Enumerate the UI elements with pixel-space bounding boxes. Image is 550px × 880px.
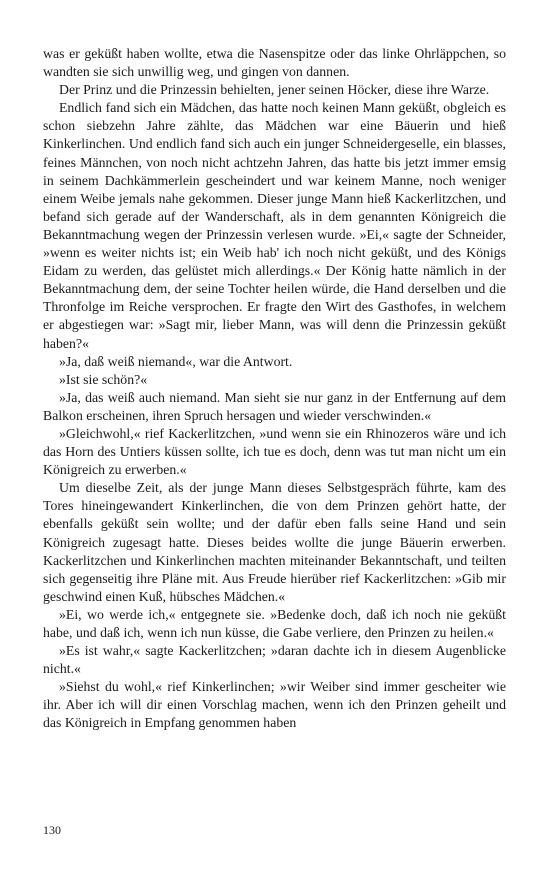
paragraph-6: »Ja, das weiß auch niemand. Man sieht sie nur ganz in der Entfernung auf dem Balkon erscheinen, ihren Spruch hersagen und wieder verschwinden.« [43, 389, 506, 423]
paragraph-2: Der Prinz und die Prinzessin behielten, jener seinen Höcker, diese ihre Warze. [59, 82, 490, 98]
book-page-body [43, 45, 506, 733]
paragraph-8: Um dieselbe Zeit, als der junge Mann dieses Selbstgespräch führte, kam des Tores hineingewandert Kinkerlinchen, die von dem Prinzen gehört hatte, der ebenfalls geküßt sein wollte; und der dafür eben falls seine Hand und sein Königreich zugesagt hatte. Dieses beides wollte die junge Bäuerin erwerben. Kackerlitzchen und Kinkerlinchen machten miteinander Bekanntschaft, und teilten sich gegenseitig ihre Pläne mit. Aus Freude hierüber rief Kackerlitzchen: »Gib mir geschwind einen Kuß, hübsches Mädchen.« [43, 480, 506, 604]
page-number: 130 [43, 823, 61, 837]
paragraph-10: »Es ist wahr,« sagte Kackerlitzchen; »daran dachte ich in diesem Augenblicke nicht.« [43, 643, 506, 677]
paragraph-3: Endlich fand sich ein Mädchen, das hatte noch keinen Mann geküßt, obgleich es schon siebzehn Jahre zählte, das Mädchen war eine Bäuerin und hieß Kinkerlinchen. Und endlich fand sich auch ein junger Schneidergeselle, ein blasses, feines Männchen, von noch nicht achtzehn Jahren, das hatte bis jetzt immer emsig in seinem Dachkämmerlein gescheindert und war keinem Manne, noch weniger einem Weibe jemals nahe gekommen. Dieser junge Mann hieß Kackerlitzchen, und befand sich gerade auf der Wanderschaft, als in dem genannten Königreich die Bekanntmachung wegen der Prinzessin verlesen wurde. »Ei,« sagte der Schneider, »wenn es weiter nichts ist; ein Weib hab' ich noch nicht geküßt, und des Königs Eidam zu werden, das gelüstet mich allerdings.« Der König hatte nämlich in der Bekanntmachung dem, der seine Tochter heilen würde, die Hand derselben und die Thronfolge im Reiche versprochen. Er fragte den Wirt des Gasthofes, in welchem er abgestiegen war: »Sagt mir, lieber Mann, was will denn die Prinzessin geküßt haben?« [43, 100, 506, 351]
paragraph-9: »Ei, wo werde ich,« entgegnete sie. »Bedenke doch, daß ich noch nie geküßt habe, und daß ich, wenn ich nun küsse, die Gabe verliere, den Prinzen zu heilen.« [43, 606, 506, 640]
paragraph-11: »Siehst du wohl,« rief Kinkerlinchen; »wir Weiber sind immer gescheiter wie ihr. Aber ich will dir einen Vorschlag machen, wenn ich den Prinzen geheilt und das Königreich in Empfang genommen haben [43, 679, 506, 731]
paragraph-7: »Gleichwohl,« rief Kackerlitzchen, »und wenn sie ein Rhinozeros wäre und ich das Horn des Untiers küssen sollte, ich tue es doch, denn was tut man nicht um ein Königreich zu erwerben.« [43, 425, 506, 478]
paragraph-4: »Ja, daß weiß niemand«, war die Antwort. [59, 353, 293, 369]
paragraph-5: »Ist sie schön?« [59, 371, 148, 387]
paragraph-1: was er geküßt haben wollte, etwa die Nasenspitze oder das linke Ohrläppchen, so wandten sie sich unwillig weg, und gingen von dannen. [43, 46, 506, 80]
